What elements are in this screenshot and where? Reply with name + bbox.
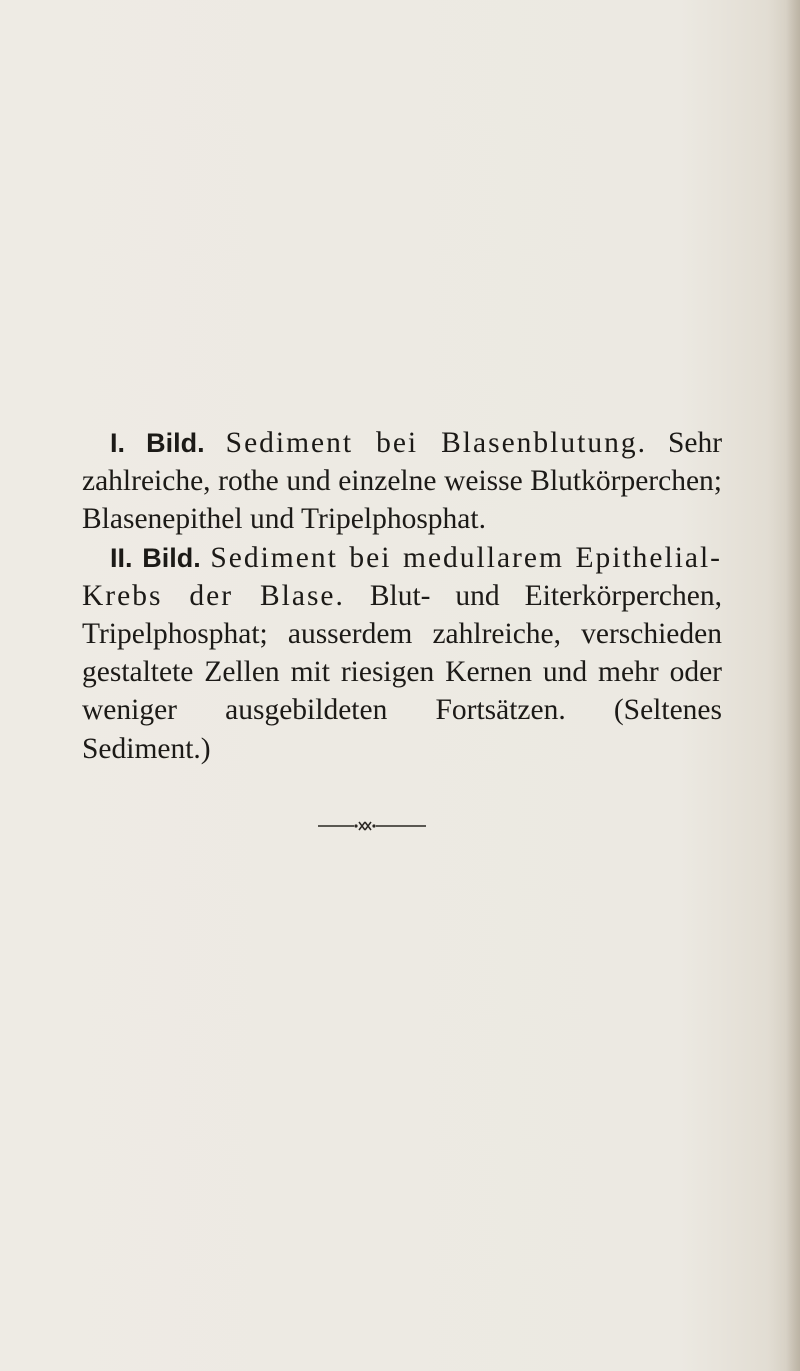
caption-body: Sehr zahlreiche, rothe und einzelne weisse Blutkörperchen; Blasenepithel und Tripelphosphat.: [82, 427, 723, 536]
caption-label: II. Bild.: [110, 542, 201, 573]
caption-plate-2: [82, 539, 722, 768]
page-edge-shadow: [786, 0, 800, 1371]
caption-plate-1: [82, 424, 722, 539]
caption-spaced-title: Sediment bei Blasenblutung.: [225, 427, 647, 459]
caption-spaced-title: Sediment bei medullarem Epithelial-Krebs der Blase.: [82, 541, 723, 612]
fleuron-divider-icon: [318, 819, 426, 833]
plate-captions: [82, 424, 722, 768]
caption-label: I. Bild.: [110, 428, 205, 458]
caption-body: Blut- und Eiterkörperchen, Tripelphosphat; ausserdem zahlreiche, verschieden gestaltete Zellen mit riesigen Kernen und mehr oder weniger ausgebildeten Fortsätzen. (Seltenes Sediment.): [82, 579, 722, 765]
